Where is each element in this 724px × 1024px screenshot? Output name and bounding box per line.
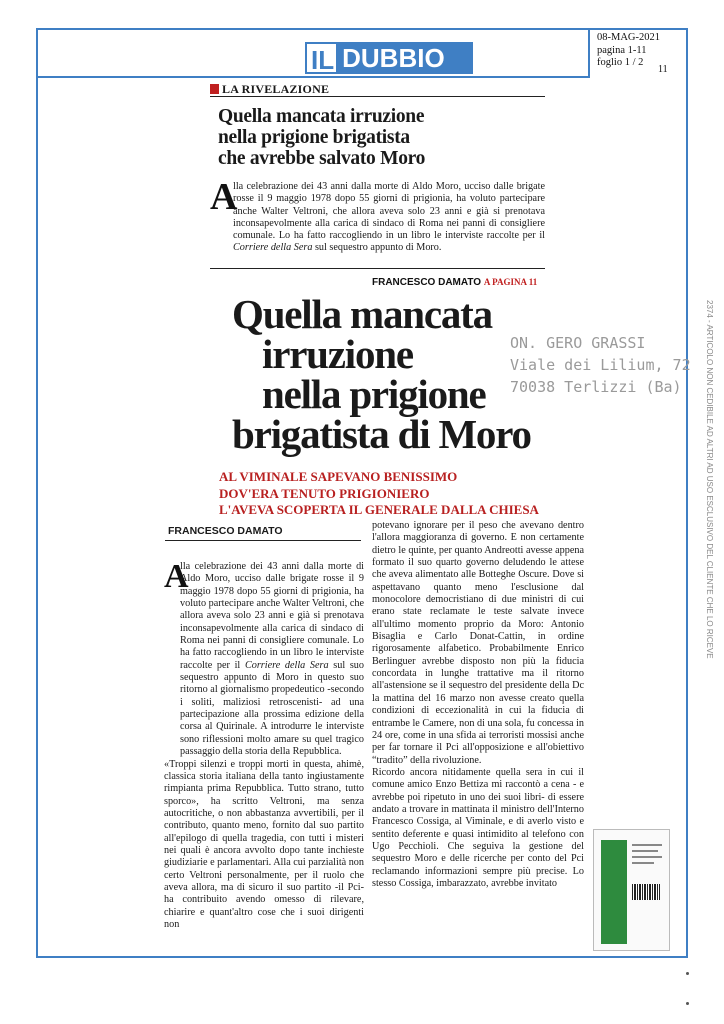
clipping-date: 08-MAG-2021: [597, 32, 660, 43]
article-dropcap: A: [164, 558, 189, 595]
summary-rule: [210, 268, 545, 269]
paragraph: «Troppi silenzi e troppi morti in questa, ahimè, classica storia italiana della tanto ingiustamente rimpianta prima Repubblica. Tutto strano, tutto sporco», ha scritto Veltroni, ma senza autocritiche, o non abbastanza avvertibili, per il contributo, quanto meno, fornito dal suo partito all'epilogo di quella tragedia, con tutti i misteri nei quali è ancora avvolto dopo tante inchieste giudiziarie e parlamentari. Alla cui parzialità non certo Veltroni personalmente, per il ruolo che aveva allora, ma di sicuro il suo partito -il Pci- ha contribuito avendo omesso di rilevare, chiarire e quant'altro cose che i suoi dirigenti non: [164, 758, 364, 930]
front-headline: Quella mancata irruzione nella prigione brigatista che avrebbe salvato Moro: [218, 106, 426, 169]
scan-mark: [686, 1002, 689, 1005]
page-reference: A PAGINA 11: [483, 277, 538, 287]
article-subheads: AL VIMINALE SAPEVANO BENISSIMO DOV'ERA TENUTO PRIGIONIERO L'AVEVA SCOPERTA IL GENERALE DALLA CHIESA: [219, 469, 539, 517]
byline-rule: [165, 540, 361, 541]
article-column-1: [164, 558, 364, 931]
paragraph: potevano ignorare per il peso che avevano dentro l'allora maggioranza di governo. E non certamente dietro le quinte, per quanto Andreotti avesse appena formato il suo quarto governo deludendo le attese che aveva alimentato alle Botteghe Oscure. Dove si aspettavano quanto meno l'esclusione dal monocolore democristiano di due ministri di cui erano state reclamate le teste salvate invece all'ultimo momento proprio da Moro: Antonio Bisaglia e Carlo Donat-Cattin, in ordine rigorosamente alfabetico. Probabilmente Enrico Berlinguer avrebbe disposto non più la fiducia concordata in lunghe trattative ma il ritorno all'astensione se il sequestro del presidente della Dc la mattina del 16 marzo non avesse creato quella condizioni di eccezionalità in cui la fiducia di entrambe le Camere, non di una sola, fu concessa in 24 ore, come in una sfida ai terroristi mossisi anche per far tornare il Pci all'opposizione e all'obiettivo “tradito” della rivoluzione.: [372, 520, 584, 766]
kicker-rule: [210, 96, 545, 97]
front-dropcap: A: [210, 176, 238, 218]
clipping-pagina: pagina 1-11: [597, 44, 647, 56]
address-stamp: ON. GERO GRASSI Viale dei Lilium, 72 70038 Terlizzi (Ba): [510, 334, 691, 396]
header-separator: [588, 28, 590, 78]
front-summary: lla celebrazione dei 43 anni dalla morte di Aldo Moro, ucciso dalle brigate rosse il 9 maggio 1978 dopo 55 giorni di prigionia, ha voluto partecipare anche Walter Veltroni, che allora aveva solo 23 anni e già si prenotava inconsapevolmente alla carica di sindaco di Roma nei panni di consigliere comunale. Lo ha fatto raccogliendo in un libro le interviste raccolte per il Corriere della Sera sul sequestro appunto di Moro.: [233, 181, 545, 254]
thumbnail-green-block: [601, 840, 627, 944]
article-byline: FRANCESCO DAMATO: [168, 525, 283, 537]
clipping-foglio: foglio 1 / 2: [597, 57, 644, 68]
section-kicker: LA RIVELAZIONE: [210, 82, 329, 97]
paragraph: Ricordo ancora nitidamente quella sera in cui il comune amico Enzo Bettiza mi raccontò a cena - e avrebbe poi ripetuto in uno dei suoi libri- di essere andato a trovare in mattinata il ministro dell'Interno Francesco Cossiga, al Viminale, e di averlo visto e sentito deferente e quasi intimidito al telefono con Ugo Pecchioli. Che seguiva la gestione del sequestro Moro e delle ricerche per conto del Pci reclamando informazioni sempre più precise. Lo stesso Cossiga, imbarazzato, avrebbe invitato: [372, 766, 584, 889]
barcode-icon: [632, 884, 660, 900]
newspaper-logo: IL DUBBIO: [305, 42, 473, 74]
scan-mark: [686, 972, 689, 975]
article-headline: Quella mancata irruzione nella prigione brigatista di Moro: [232, 291, 531, 457]
side-disclaimer: 2374 - ARTICOLO NON CEDIBILE AD ALTRI AD USO ESCLUSIVO DEL CLIENTE CHE LO RICEVE: [705, 300, 714, 659]
header-divider: [36, 76, 588, 78]
article-column-2: [372, 520, 584, 890]
corner-mark: 11: [658, 64, 668, 75]
clipping-meta: [597, 32, 660, 70]
paragraph: lla celebrazione dei 43 anni dalla morte di Aldo Moro, ucciso dalle brigate rosse il 9 maggio 1978 dopo 55 giorni di prigionia, ha voluto partecipare anche Walter Veltroni, che allora aveva solo 23 anni e già si prenotava inconsapevolmente alla carica di sindaco di Roma nei panni di consigliere comunale. Lo ha fatto raccogliendo in un libro le interviste raccolte per il Corriere della Sera sul suo sequestro appunto di Moro in questo suo ritorno al giornalismo propedeutico -secondo i soliti, maliziosi retroscenisti- ad una partecipazione alla prossima edizione della corsa al Quirinale. A introdurre le interviste sono riflessioni molto amare su quel tragico passaggio della storia della Repubblica.: [180, 561, 364, 758]
page-thumbnail: [593, 829, 670, 951]
front-author: FRANCESCO DAMATO A PAGINA 11: [372, 277, 538, 288]
